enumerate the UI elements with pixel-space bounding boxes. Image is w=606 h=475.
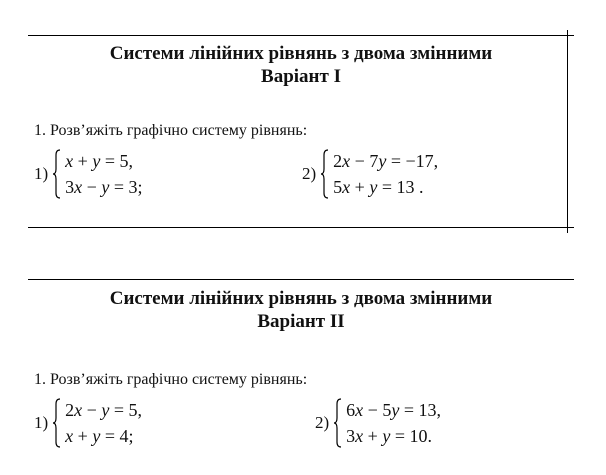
left-brace-icon — [333, 398, 342, 448]
variant-2-system-1-eq-1: 2x − y = 5, — [65, 400, 142, 420]
variant-2-system-2-number: 2) — [315, 413, 330, 432]
left-brace-icon — [320, 149, 329, 199]
variant-2-top-rule — [28, 279, 574, 280]
variant-1-system-1-eq-2: 3x − y = 3; — [65, 177, 143, 197]
variant-1-title-line-1: Системи лінійних рівнянь з двома змінними — [109, 43, 493, 64]
variant-2-system-1 — [34, 397, 142, 449]
variant-2-system-2-eq-1: 6x − 5y = 13, — [346, 400, 441, 420]
variant-2-system-2 — [315, 397, 441, 449]
variant-2-title — [28, 287, 574, 333]
variant-1-title — [28, 42, 574, 88]
variant-2-title-line-2: Варіант II — [257, 311, 345, 332]
variant-1-system-2-eq-2: 5x + y = 13 . — [333, 177, 424, 197]
variant-2-system-1-eq-2: x + y = 4; — [65, 426, 134, 446]
variant-1-system-2-eq-1: 2x − 7y = −17, — [333, 151, 439, 171]
left-brace-icon — [52, 398, 61, 448]
variant-1-task-text: 1. Розв’яжіть графічно систему рівнянь: — [34, 122, 308, 139]
variant-2-system-1-number: 1) — [34, 413, 49, 432]
variant-2-task-text: 1. Розв’яжіть графічно систему рівнянь: — [34, 371, 308, 388]
left-brace-icon — [52, 149, 61, 199]
variant-1-system-1-number: 1) — [34, 164, 49, 183]
variant-1-system-2 — [302, 148, 438, 200]
variant-1-system-1 — [34, 148, 143, 200]
variant-2-title-line-1: Системи лінійних рівнянь з двома змінними — [109, 288, 493, 309]
variant-2-system-2-eq-2: 3x + y = 10. — [346, 426, 432, 446]
variant-1-title-line-2: Варіант I — [261, 66, 341, 87]
variant-1-system-2-number: 2) — [302, 164, 317, 183]
variant-1-system-1-eq-1: x + y = 5, — [65, 151, 133, 171]
variant-1-bottom-rule — [28, 227, 574, 228]
variant-1-top-rule — [28, 35, 574, 36]
